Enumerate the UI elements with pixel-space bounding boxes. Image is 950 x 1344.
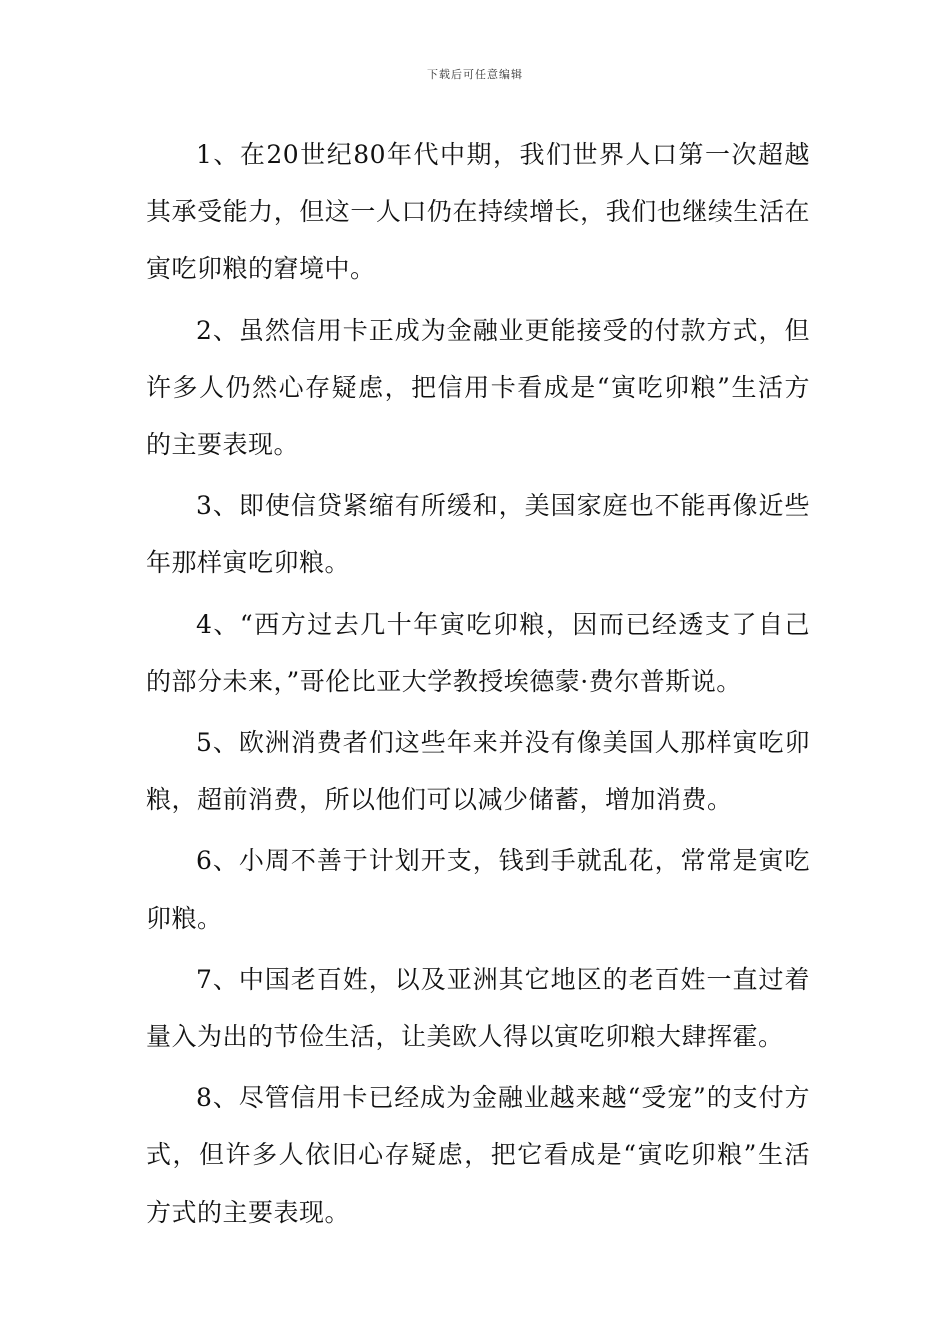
paragraph-4: 4、“西方过去几十年寅吃卯粮，因而已经透支了自己的部分未来，”哥伦比亚大学教授埃德蒙·费尔普斯说。 [146, 609, 810, 696]
paragraph-1: 1、在20世纪80年代中期，我们世界人口第一次超越其承受能力，但这一人口仍在持续增长，我们也继续生活在寅吃卯粮的窘境中。 [146, 140, 810, 284]
page-header: 下载后可任意编辑 [427, 68, 523, 81]
document-body [146, 126, 810, 1245]
paragraph-2: 2、虽然信用卡正成为金融业更能接受的付款方式，但许多人仍然心存疑虑，把信用卡看成是“寅吃卯粮”生活方的主要表现。 [146, 315, 810, 460]
paragraph-5: 5、欧洲消费者们这些年来并没有像美国人那样寅吃卯粮，超前消费，所以他们可以减少储蓄，增加消费。 [146, 728, 810, 815]
paragraph-6: 6、小周不善于计划开支，钱到手就乱花，常常是寅吃卯粮。 [146, 846, 810, 933]
paragraph-3: 3、即使信贷紧缩有所缓和，美国家庭也不能再像近些年那样寅吃卯粮。 [146, 491, 810, 578]
paragraph-7: 7、中国老百姓，以及亚洲其它地区的老百姓一直过着量入为出的节俭生活，让美欧人得以寅吃卯粮大肆挥霍。 [146, 964, 810, 1052]
paragraph-8: 8、尽管信用卡已经成为金融业越来越“受宠”的支付方式，但许多人依旧心存疑虑，把它看成是“寅吃卯粮”生活方式的主要表现。 [146, 1083, 810, 1227]
